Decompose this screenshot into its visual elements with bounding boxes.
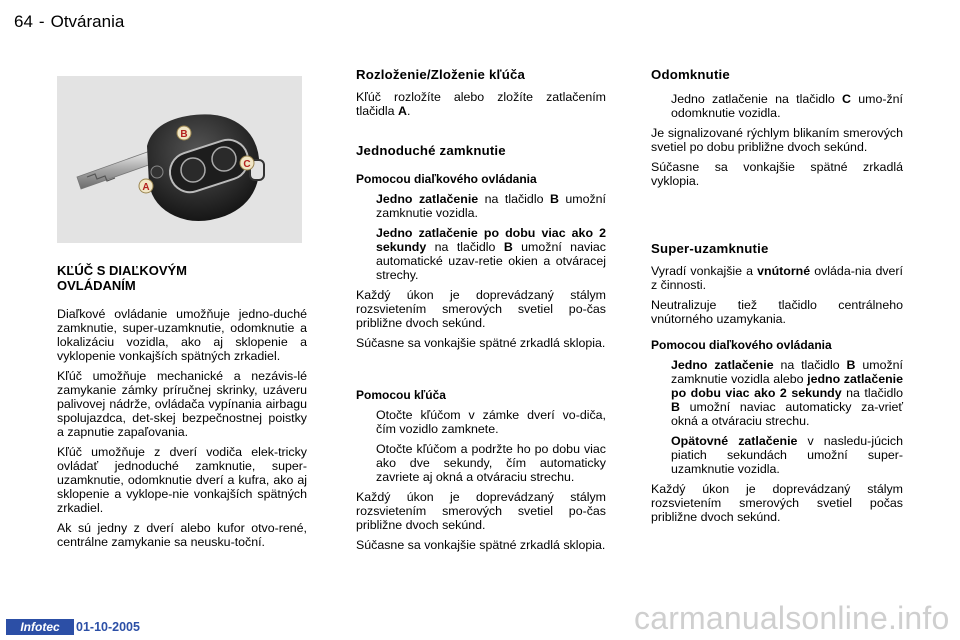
subsection-remote: Pomocou diaľkového ovládania <box>651 338 832 352</box>
subsection-key: Pomocou kľúča <box>356 388 446 402</box>
bullet-item: Jedno zatlačenie po dobu viac ako 2 sekundy na tlačidlo B umožní naviac automatické uzav-retie okien a otváracej strechy. <box>376 226 606 282</box>
paragraph: Súčasne sa vonkajšie spätné zrkadlá sklopia. <box>356 538 606 552</box>
label-b: B <box>180 129 188 140</box>
section-title-unfold: Rozloženie/Zloženie kľúča <box>356 67 526 82</box>
bullet-item: Jedno zatlačenie na tlačidlo C umo-žní odomknutie vozidla. <box>671 92 904 120</box>
page-title: Otvárania <box>50 12 125 31</box>
header-separator: - <box>38 12 45 31</box>
paragraph: Súčasne sa vonkajšie spätné zrkadlá sklopia. <box>356 336 606 350</box>
left-column <box>57 263 307 555</box>
page-number: 64 <box>14 12 33 31</box>
right-column <box>651 68 903 530</box>
section-title-simple-lock: Jednoduché zamknutie <box>356 143 506 158</box>
paragraph: Neutralizuje tiež tlačidlo centrálneho vnútorného uzamykania. <box>651 298 903 326</box>
middle-column <box>356 68 606 558</box>
section-title-remote-key: KĽÚČ S DIAĽKOVÝM OVLÁDANÍM <box>57 263 187 293</box>
paragraph: Súčasne sa vonkajšie spätné zrkadlá vyklopia. <box>651 160 903 188</box>
bullet-item: Jedno zatlačenie na tlačidlo B umožní zamknutie vozidla. <box>376 192 606 220</box>
key-photo <box>57 76 302 243</box>
remote-key-illustration <box>57 76 302 243</box>
paragraph: Diaľkové ovládanie umožňuje jedno-duché zamknutie, super-uzamknutie, odomknutie a lokalizáciu vozidla, ako aj sklopenie a vyklopenie vonkajších spätných zrkadiel. <box>57 307 307 363</box>
label-a: A <box>142 182 150 193</box>
section-title-super-lock: Super-uzamknutie <box>651 241 769 256</box>
page-header <box>14 12 130 32</box>
footer-date: 01-10-2005 <box>76 620 140 634</box>
paragraph: Vyradí vonkajšie a vnútorné ovláda-nia dverí z činnosti. <box>651 264 903 292</box>
infotec-logo: Infotec <box>6 619 74 635</box>
paragraph: Ak sú jedny z dverí alebo kufor otvo-rené, centrálne zamykanie sa neusku-toční. <box>57 521 307 549</box>
section-title-unlock: Odomknutie <box>651 67 730 82</box>
bullet-item: Jedno zatlačenie na tlačidlo B umožní zamknutie vozidla alebo jedno zatlačenie po dobu viac ako 2 sekundy na tlačidlo B umožní naviac automaticky za-vrieť okná a otváraciu strechu. <box>671 358 904 428</box>
label-c: C <box>243 159 251 170</box>
paragraph: Každý úkon je doprevádzaný stálym rozsvietením smerových svetiel po-čas približne dvoch sekúnd. <box>356 288 606 330</box>
bullet-item: Otočte kľúčom a podržte ho po dobu viac ako dve sekundy, čím automaticky zavriete aj okná a otváraciu strechu. <box>376 442 606 484</box>
paragraph: Kľúč umožňuje mechanické a nezávis-lé zamykanie zámky príručnej skrinky, uzáveru palivovej nádrže, ovládača vypínania airbagu spolujazdca, det-skej bezpečnostnej poistky a zapnutie zapaľovania. <box>57 369 307 439</box>
paragraph: Kľúč umožňuje z dverí vodiča elek-tricky ovládať jednoduché zamknutie, super-uzamknutie, odomknutie dverí a kufra, ako aj sklopenie a vyklope-nie vonkajších spätných zrkadiel. <box>57 445 307 515</box>
subsection-remote: Pomocou diaľkového ovládania <box>356 172 537 186</box>
paragraph: Každý úkon je doprevádzaný stálym rozsvietením smerových svetiel počas približne dvoch sekúnd. <box>651 482 903 524</box>
paragraph: Kľúč rozložíte alebo zložíte zatlačením tlačidla A. <box>356 90 606 118</box>
watermark: carmanualsonline.info <box>634 600 950 636</box>
bullet-item: Opätovné zatlačenie v nasledu-júcich piatich sekundách umožní super-uzamknutie vozidla. <box>671 434 903 476</box>
paragraph: Každý úkon je doprevádzaný stálym rozsvietením smerových svetiel po-čas približne dvoch sekúnd. <box>356 490 606 532</box>
paragraph: Je signalizované rýchlym blikaním smerových svetiel po dobu približne dvoch sekúnd. <box>651 126 903 154</box>
bullet-item: Otočte kľúčom v zámke dverí vo-diča, čím vozidlo zamknete. <box>376 408 606 436</box>
